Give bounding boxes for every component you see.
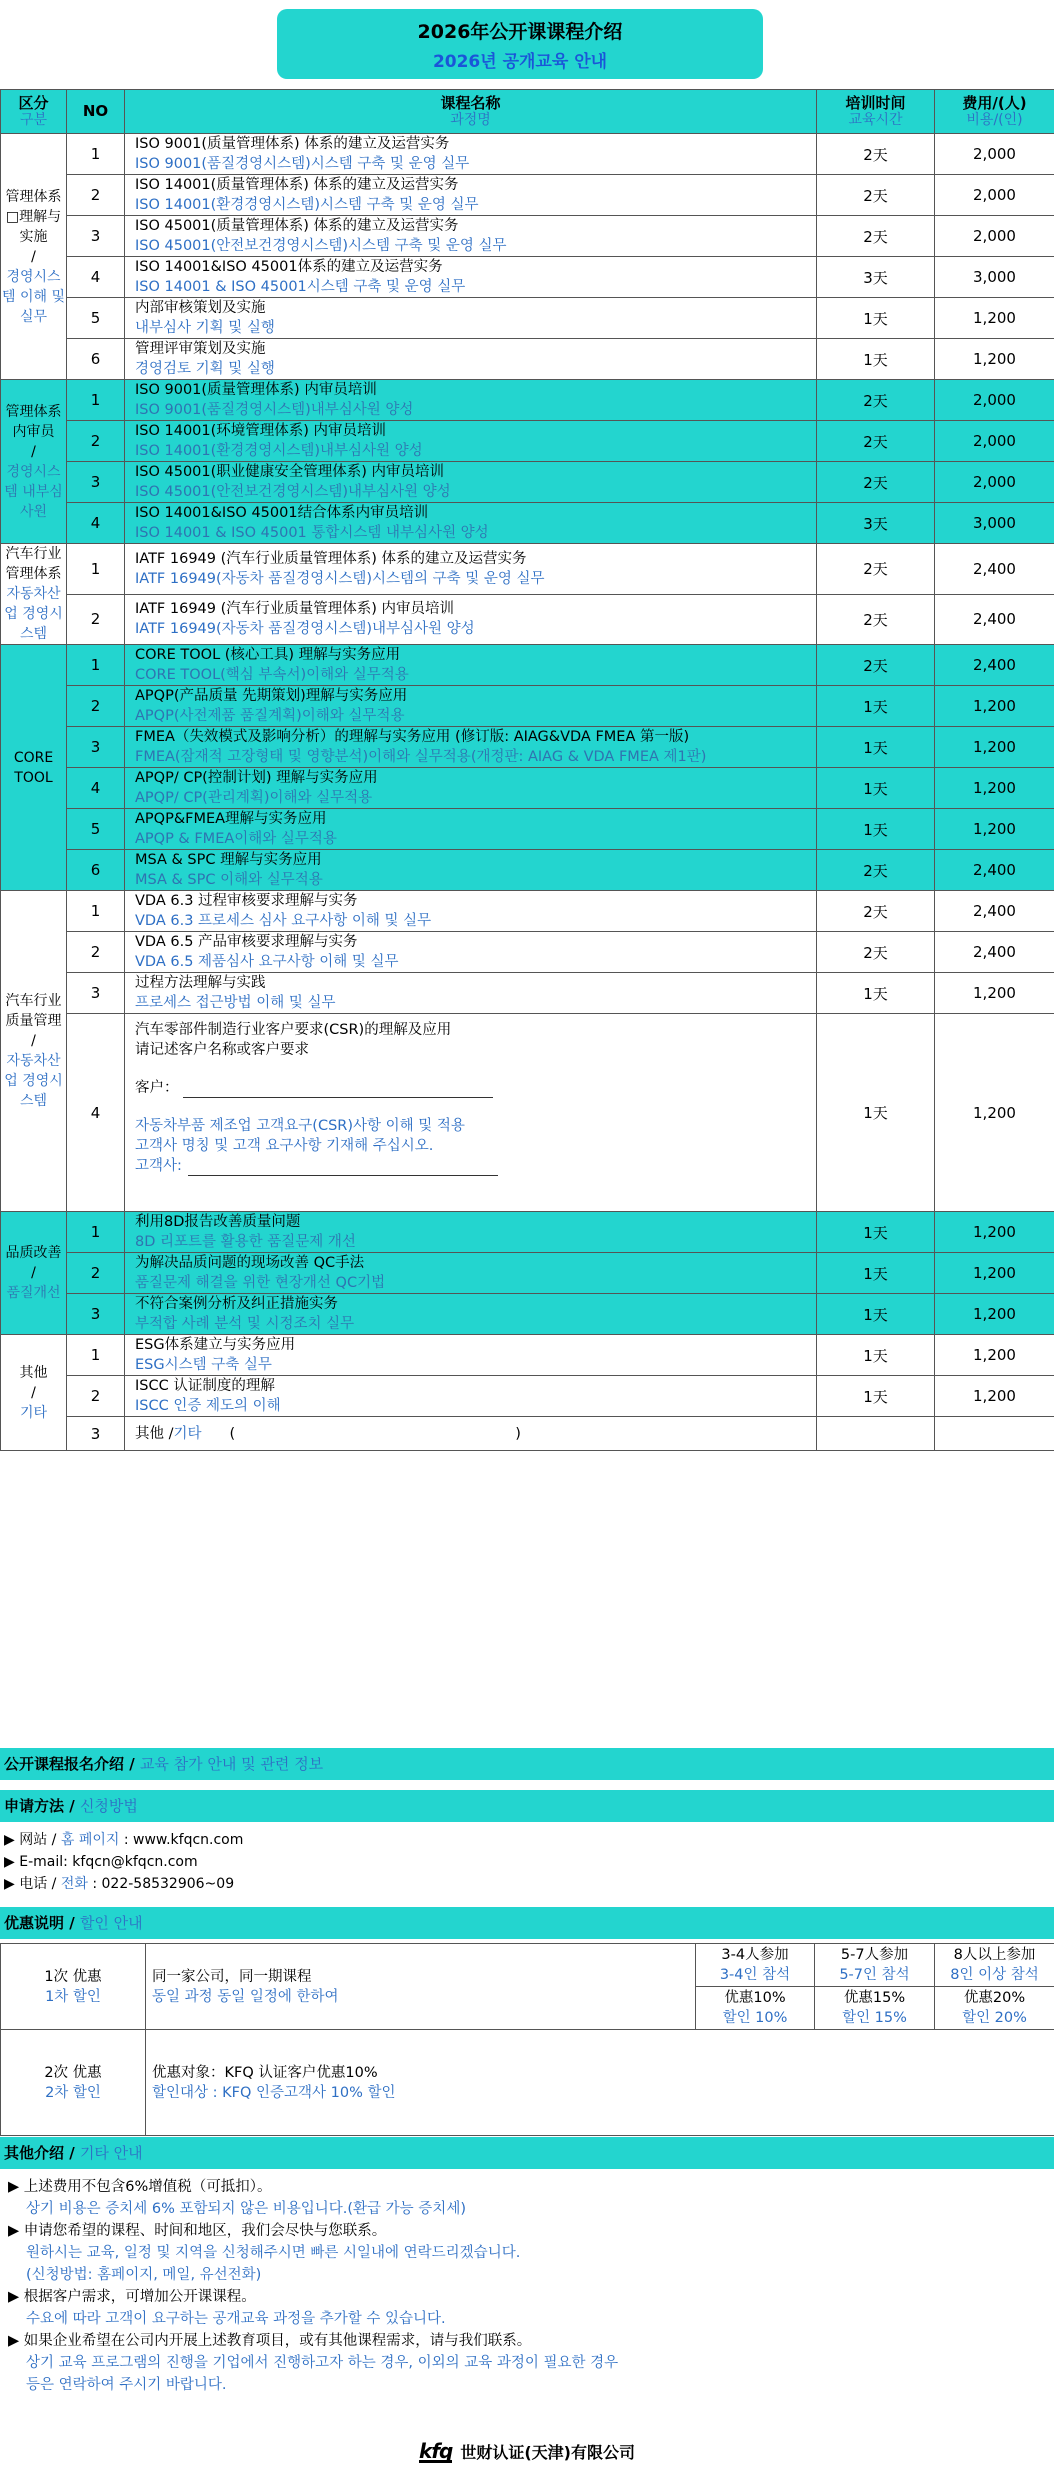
training-days: 2天 [817, 216, 935, 257]
course-name-ko: ISO 14001(환경경영시스템)내부심사원 양성 [135, 443, 423, 459]
discount-second-desc: 优惠对象：KFQ 认证客户优惠10% 할인대상 : KFQ 인증고객사 10% 할인 [146, 2030, 1054, 2136]
company-logo: kfq [419, 2439, 453, 2463]
table-row [1, 850, 1054, 891]
table-row-csr [1, 1014, 1054, 1212]
row-number: 3 [67, 216, 125, 257]
row-number: 3 [67, 1294, 125, 1335]
course-name [125, 544, 817, 595]
course-name [125, 768, 817, 809]
course-name [125, 134, 817, 175]
table-row [1, 216, 1054, 257]
others-item-ko: 등은 연락하여 주시기 바랍니다. [26, 2377, 227, 2393]
row-number: 1 [67, 380, 125, 421]
course-name-zh: 为解决品质问题的现场改善 QC手法 [135, 1255, 365, 1271]
table-row [1, 175, 1054, 216]
training-days: 1天 [817, 1014, 935, 1212]
training-days: 1天 [817, 1253, 935, 1294]
discount-first-label: 1次 优惠 1차 할인 [1, 1944, 146, 2030]
other-open-paren: ( [229, 1425, 236, 1442]
training-days: 1天 [817, 768, 935, 809]
company-name: 世财认证(天津)有限公司 [460, 2443, 635, 2462]
others-list [8, 2176, 618, 2396]
course-name-ko: ISCC 인증 제도의 이해 [135, 1398, 281, 1414]
course-name [125, 503, 817, 544]
header-category: 区分 구분 [1, 90, 67, 134]
category-cell [1, 544, 67, 645]
course-name [125, 1294, 817, 1335]
training-days: 2天 [817, 891, 935, 932]
category-zh: 管理体系□理解与实施 [5, 188, 62, 245]
course-name [125, 727, 817, 768]
course-fee: 2,000 [935, 462, 1054, 503]
other-label-ko: 기타 [173, 1425, 202, 1442]
row-number: 2 [67, 932, 125, 973]
course-name-ko: ISO 45001(안전보건경영시스템)시스템 구축 및 운영 실무 [135, 238, 507, 254]
course-name-zh: 过程方法理解与实践 [135, 975, 266, 991]
course-name-zh: ISO 9001(质量管理体系) 内审员培训 [135, 382, 377, 398]
table-row [1, 503, 1054, 544]
training-days: 2天 [817, 932, 935, 973]
row-number: 6 [67, 339, 125, 380]
table-row [1, 768, 1054, 809]
course-name-zh: ISO 14001&ISO 45001体系的建立及运营实务 [135, 259, 443, 275]
discount-first-desc: 同一家公司，同一期课程 동일 과정 동일 일정에 한하여 [146, 1944, 696, 2030]
course-name-ko: FMEA(잠재적 고장형태 및 영향분석)이해와 실무적용(개정판: AIAG & VDA FMEA 제1판) [135, 749, 707, 765]
contact-email: ▶ E-mail: kfqcn@kfqcn.com [4, 1854, 198, 1870]
page-title-box [277, 9, 763, 79]
csr-title-ko: 자동차부품 제조업 고객요구(CSR)사항 이해 및 적용 [135, 1118, 465, 1134]
row-number: 3 [67, 1417, 125, 1451]
other-label: 其他 / [135, 1425, 174, 1442]
csr-instruction-ko: 고객사 명칭 및 고객 요구사항 기재해 주십시오. [135, 1138, 434, 1154]
course-name-ko: APQP(사전제품 품질계획)이해와 실무적용 [135, 708, 405, 724]
table-row [1, 339, 1054, 380]
tier-header: 3-4人参加 3-4인 참석 [696, 1944, 815, 1987]
table-row [1, 380, 1054, 421]
course-name [125, 421, 817, 462]
course-name [125, 645, 817, 686]
category-cell [1, 1212, 67, 1335]
table-row [1, 462, 1054, 503]
course-fee: 1,200 [935, 1376, 1054, 1417]
row-number: 2 [67, 594, 125, 645]
course-name-ko: VDA 6.5 제품심사 요구사항 이해 및 실무 [135, 954, 399, 970]
table-row [1, 973, 1054, 1014]
contact-web: ▶ 网站 / 홈 페이지 : www.kfqcn.com [4, 1832, 244, 1848]
course-name-ko: IATF 16949(자동차 품질경영시스템)내부심사원 양성 [135, 621, 475, 638]
course-name-zh: ISCC 认证制度的理解 [135, 1378, 275, 1394]
course-name-ko: 부적합 사례 분석 및 시정조치 실무 [135, 1316, 355, 1332]
row-number: 1 [67, 544, 125, 595]
tier-value: 优惠15% 할인 15% [815, 1987, 935, 2030]
course-name-zh: APQP/ CP(控制计划) 理解与实务应用 [135, 770, 378, 786]
category-slash: / [31, 443, 36, 460]
others-item-ko: 원하시는 교육, 일정 및 지역을 신청해주시면 빠른 시일내에 연락드리겠습니다. [26, 2245, 521, 2261]
others-item [8, 2176, 618, 2220]
section-others: 其他介绍 / 기타 안내 [0, 2137, 1054, 2169]
training-days: 1天 [817, 1212, 935, 1253]
row-number: 2 [67, 421, 125, 462]
header-fee: 费用/(人) 비용/(인) [935, 90, 1054, 134]
page-subtitle: 2026년 공개교육 안내 [432, 52, 608, 72]
contact-tel: ▶ 电话 / 전화 : 022-58532906~09 [4, 1876, 235, 1892]
course-name [125, 1376, 817, 1417]
others-item-ko: 상기 비용은 증치세 6% 포함되지 않은 비용입니다.(환급 가능 증치세) [26, 2201, 466, 2217]
course-name [125, 809, 817, 850]
csr-instruction: 请记述客户名称或客户要求 [135, 1042, 309, 1058]
training-days: 1天 [817, 1294, 935, 1335]
row-number: 1 [67, 134, 125, 175]
category-zh: 其他 [19, 1364, 48, 1381]
course-name-zh: 内部审核策划及实施 [135, 300, 266, 316]
others-item-zh: ▶ 根据客户需求，可增加公开课课程。 [8, 2289, 256, 2305]
course-fee: 2,000 [935, 216, 1054, 257]
training-days[interactable] [817, 1417, 935, 1451]
row-number: 2 [67, 686, 125, 727]
course-name-ko: APQP/ CP(관리계획)이해와 실무적용 [135, 790, 373, 806]
course-fee: 2,400 [935, 850, 1054, 891]
course-name-ko: 프로세스 접근방법 이해 및 실무 [135, 995, 336, 1011]
table-row-other [1, 1417, 1054, 1451]
course-name-zh: 利用8D报告改善质量问题 [135, 1214, 301, 1230]
discount-row-1a [1, 1944, 1054, 1987]
course-fee: 1,200 [935, 686, 1054, 727]
course-name-ko: IATF 16949(자동차 품질경영시스템)시스템의 구축 및 운영 실무 [135, 570, 545, 587]
course-name [125, 891, 817, 932]
course-name-ko: MSA & SPC 이해와 실무적용 [135, 872, 323, 888]
row-number: 1 [67, 1335, 125, 1376]
row-number: 2 [67, 175, 125, 216]
course-fee: 2,400 [935, 544, 1054, 595]
row-number: 1 [67, 645, 125, 686]
row-number: 4 [67, 768, 125, 809]
course-name-zh: ISO 9001(质量管理体系) 体系的建立及运营实务 [135, 136, 450, 152]
table-row [1, 257, 1054, 298]
table-row [1, 1335, 1054, 1376]
category-cell [1, 645, 67, 891]
course-name-zh: ISO 14001&ISO 45001结合体系内审员培训 [135, 505, 429, 521]
course-name-ko: 품질문제 해결을 위한 현장개선 QC기법 [135, 1275, 386, 1291]
table-header [1, 90, 1054, 134]
course-name [125, 850, 817, 891]
customer-label-ko: 고객사: [135, 1158, 182, 1174]
course-name-ko: VDA 6.3 프로세스 심사 요구사항 이해 및 실무 [135, 913, 432, 929]
table-row [1, 727, 1054, 768]
category-cell [1, 134, 67, 380]
course-table [0, 89, 1054, 1451]
row-number: 4 [67, 257, 125, 298]
tier-header: 5-7人参加 5-7인 참석 [815, 1944, 935, 1987]
row-number: 2 [67, 1253, 125, 1294]
course-name-zh: VDA 6.5 产品审核要求理解与实务 [135, 934, 358, 950]
tier-value: 优惠20% 할인 20% [935, 1987, 1054, 2030]
training-days: 3天 [817, 257, 935, 298]
course-name-ko: 8D 리포트를 활용한 품질문제 개선 [135, 1234, 356, 1250]
course-fee: 1,200 [935, 1335, 1054, 1376]
course-name-ko: ISO 14001(환경경영시스템)시스템 구축 및 운영 실무 [135, 197, 479, 213]
category-zh: 品质改善 [5, 1245, 62, 1261]
row-number: 4 [67, 1014, 125, 1212]
course-name-ko: ISO 45001(안전보건경영시스템)내부심사원 양성 [135, 484, 451, 500]
course-fee: 2,400 [935, 645, 1054, 686]
course-fee: 1,200 [935, 768, 1054, 809]
training-days: 2天 [817, 850, 935, 891]
course-fee: 1,200 [935, 1212, 1054, 1253]
row-number: 6 [67, 850, 125, 891]
course-fee: 1,200 [935, 973, 1054, 1014]
tier-header: 8人以上参加 8인 이상 참석 [935, 1944, 1054, 1987]
course-name-zh: ISO 45001(质量管理体系) 体系的建立及运营实务 [135, 218, 459, 234]
header-days: 培训时间 교육시간 [817, 90, 935, 134]
category-slash: / [31, 1033, 36, 1049]
other-close-paren[interactable]: ) [515, 1425, 521, 1442]
discount-row-2 [1, 2030, 1054, 2136]
course-name [125, 1335, 817, 1376]
course-name-csr [125, 1014, 817, 1212]
category-zh: 管理体系内审员 [5, 403, 62, 440]
row-number: 3 [67, 462, 125, 503]
table-row [1, 932, 1054, 973]
course-name-zh: ISO 45001(职业健康安全管理体系) 内审员培训 [135, 464, 445, 480]
category-zh: 汽车行业管理体系 [5, 546, 62, 582]
row-number: 5 [67, 809, 125, 850]
category-slash: / [31, 1265, 36, 1281]
table-row [1, 1376, 1054, 1417]
course-name [125, 257, 817, 298]
course-name-zh: 管理评审策划及实施 [135, 341, 266, 357]
course-name-zh: ESG体系建立与实务应用 [135, 1337, 296, 1353]
category-ko: 자동차산업 경영시스템 [4, 1053, 63, 1109]
table-row [1, 134, 1054, 175]
course-name [125, 594, 817, 645]
course-name [125, 973, 817, 1014]
customer-input-line-ko[interactable] [188, 1175, 498, 1176]
course-name [125, 1253, 817, 1294]
course-fee: 2,000 [935, 380, 1054, 421]
course-name-zh: 不符合案例分析及纠正措施实务 [135, 1296, 338, 1312]
category-ko: 기타 [19, 1404, 48, 1421]
training-days: 2天 [817, 594, 935, 645]
category-cell [1, 380, 67, 544]
training-days: 2天 [817, 175, 935, 216]
course-fee[interactable] [935, 1417, 1054, 1451]
category-slash: / [31, 1384, 36, 1401]
customer-line-ko [135, 1156, 816, 1176]
course-name-zh: FMEA（失效模式及影响分析）的理解与实务应用 (修订版: AIAG&VDA FMEA 第一版) [135, 729, 690, 745]
course-name-zh: IATF 16949 (汽车行业质量管理体系) 内审员培训 [135, 601, 455, 618]
course-name [125, 175, 817, 216]
category-cell [1, 1335, 67, 1451]
course-fee: 1,200 [935, 1253, 1054, 1294]
course-name-ko: ESG시스템 구축 실무 [135, 1357, 272, 1373]
category-zh: CORE TOOL [13, 749, 54, 786]
course-name-ko: ISO 9001(품질경영시스템)시스템 구축 및 운영 실무 [135, 156, 470, 172]
others-item [8, 2220, 618, 2286]
others-item [8, 2330, 618, 2396]
course-name-zh: CORE TOOL (核心工具) 理解与实务应用 [135, 647, 401, 663]
training-days: 1天 [817, 298, 935, 339]
course-name-ko: 내부심사 기획 및 실행 [135, 320, 275, 336]
course-name-ko: ISO 14001 & ISO 45001 통합시스템 내부심사원 양성 [135, 525, 489, 541]
row-number: 3 [67, 973, 125, 1014]
course-name-zh: ISO 14001(质量管理体系) 体系的建立及运营实务 [135, 177, 459, 193]
course-name [125, 380, 817, 421]
customer-label: 客户： [135, 1080, 179, 1096]
others-item-ko: 수요에 따라 고객이 요구하는 공개교육 과정을 추가할 수 있습니다. [26, 2311, 446, 2327]
customer-input-line[interactable] [183, 1097, 493, 1098]
course-fee: 3,000 [935, 257, 1054, 298]
course-name-ko: 경영검토 기획 및 실행 [135, 361, 275, 377]
table-row [1, 594, 1054, 645]
course-name-other [125, 1417, 817, 1451]
course-name [125, 686, 817, 727]
course-fee: 1,200 [935, 1014, 1054, 1212]
table-row [1, 1294, 1054, 1335]
row-number: 2 [67, 1376, 125, 1417]
section-discount: 优惠说明 / 할인 안내 [0, 1907, 1054, 1939]
training-days: 2天 [817, 421, 935, 462]
table-row [1, 686, 1054, 727]
course-fee: 1,200 [935, 809, 1054, 850]
category-ko: 자동차산업 경영시스템 [4, 586, 63, 642]
table-row [1, 891, 1054, 932]
header-no: NO [67, 90, 125, 134]
table-row [1, 421, 1054, 462]
training-days: 1天 [817, 686, 935, 727]
course-name-ko: APQP & FMEA이해와 실무적용 [135, 831, 337, 847]
course-name-ko: ISO 14001 & ISO 45001시스템 구축 및 운영 실무 [135, 279, 466, 295]
section-apply: 申请方法 / 신청방법 [0, 1790, 1054, 1822]
course-name-ko: ISO 9001(품질경영시스템)내부심사원 양성 [135, 402, 414, 418]
table-row [1, 544, 1054, 595]
others-item-ko: (신청방법: 홈페이지, 메일, 유선전화) [26, 2267, 262, 2283]
tier-value: 优惠10% 할인 10% [696, 1987, 815, 2030]
row-number: 3 [67, 727, 125, 768]
section-intro: 公开课程报名介绍 / 교육 참가 안내 및 관련 정보 [0, 1748, 1054, 1780]
course-name-zh: APQP(产品质量 先期策划)理解与实务应用 [135, 688, 408, 704]
training-days: 1天 [817, 809, 935, 850]
course-name [125, 462, 817, 503]
page-title: 2026年公开课课程介绍 [417, 21, 623, 43]
course-name-zh: ISO 14001(环境管理体系) 内审员培训 [135, 423, 387, 439]
others-item-zh: ▶ 申请您希望的课程、时间和地区，我们会尽快与您联系。 [8, 2223, 387, 2239]
course-fee: 1,200 [935, 298, 1054, 339]
others-item-zh: ▶ 上述费用不包含6%增值税（可抵扣）。 [8, 2179, 272, 2195]
others-item-zh: ▶ 如果企业希望在公司内开展上述教育项目，或有其他课程需求，请与我们联系。 [8, 2333, 532, 2349]
discount-second-label: 2次 优惠 2차 할인 [1, 2030, 146, 2136]
table-row [1, 809, 1054, 850]
course-name-zh: VDA 6.3 过程审核要求理解与实务 [135, 893, 358, 909]
course-fee: 2,000 [935, 134, 1054, 175]
training-days: 1天 [817, 1376, 935, 1417]
category-ko: 경영시스템 내부심사원 [4, 463, 63, 520]
table-row [1, 298, 1054, 339]
course-fee: 1,200 [935, 727, 1054, 768]
training-days: 2天 [817, 544, 935, 595]
row-number: 5 [67, 298, 125, 339]
training-days: 3天 [817, 503, 935, 544]
course-name [125, 216, 817, 257]
course-fee: 2,400 [935, 932, 1054, 973]
table-row [1, 645, 1054, 686]
training-days: 2天 [817, 134, 935, 175]
category-ko: 경영시스템 이해 및 실무 [2, 268, 65, 325]
course-name [125, 1212, 817, 1253]
row-number: 1 [67, 891, 125, 932]
training-days: 1天 [817, 1335, 935, 1376]
training-days: 1天 [817, 973, 935, 1014]
category-zh: 汽车行业质量管理 [5, 993, 62, 1029]
course-fee: 2,000 [935, 175, 1054, 216]
others-item-ko: 상기 교육 프로그램의 진행을 기업에서 진행하고자 하는 경우, 이외의 교육 과정이 필요한 경우 [26, 2355, 619, 2371]
csr-title: 汽车零部件制造行业客户要求(CSR)的理解及应用 [135, 1022, 452, 1038]
training-days: 1天 [817, 727, 935, 768]
others-item [8, 2286, 618, 2330]
row-number: 4 [67, 503, 125, 544]
course-fee: 2,400 [935, 891, 1054, 932]
training-days: 1天 [817, 339, 935, 380]
category-cell [1, 891, 67, 1212]
training-days: 2天 [817, 645, 935, 686]
training-days: 2天 [817, 380, 935, 421]
category-slash: / [31, 248, 36, 265]
customer-line [135, 1078, 816, 1098]
course-name-ko: CORE TOOL(핵심 부속서)이해와 실무적용 [135, 667, 409, 683]
course-fee: 3,000 [935, 503, 1054, 544]
table-row [1, 1253, 1054, 1294]
course-name-zh: APQP&FMEA理解与实务应用 [135, 811, 327, 827]
category-ko: 품질개선 [6, 1285, 61, 1301]
discount-table [0, 1943, 1054, 2136]
table-row [1, 1212, 1054, 1253]
course-name [125, 339, 817, 380]
course-fee: 1,200 [935, 339, 1054, 380]
contact-block [4, 1829, 243, 1895]
course-fee: 2,000 [935, 421, 1054, 462]
course-name [125, 932, 817, 973]
header-course: 课程名称 과정명 [125, 90, 817, 134]
course-fee: 2,400 [935, 594, 1054, 645]
course-fee: 1,200 [935, 1294, 1054, 1335]
course-name-zh: IATF 16949 (汽车行业质量管理体系) 体系的建立及运营实务 [135, 550, 527, 567]
course-name [125, 298, 817, 339]
row-number: 1 [67, 1212, 125, 1253]
training-days: 2天 [817, 462, 935, 503]
course-name-zh: MSA & SPC 理解与实务应用 [135, 852, 322, 868]
footer [0, 2440, 1054, 2463]
